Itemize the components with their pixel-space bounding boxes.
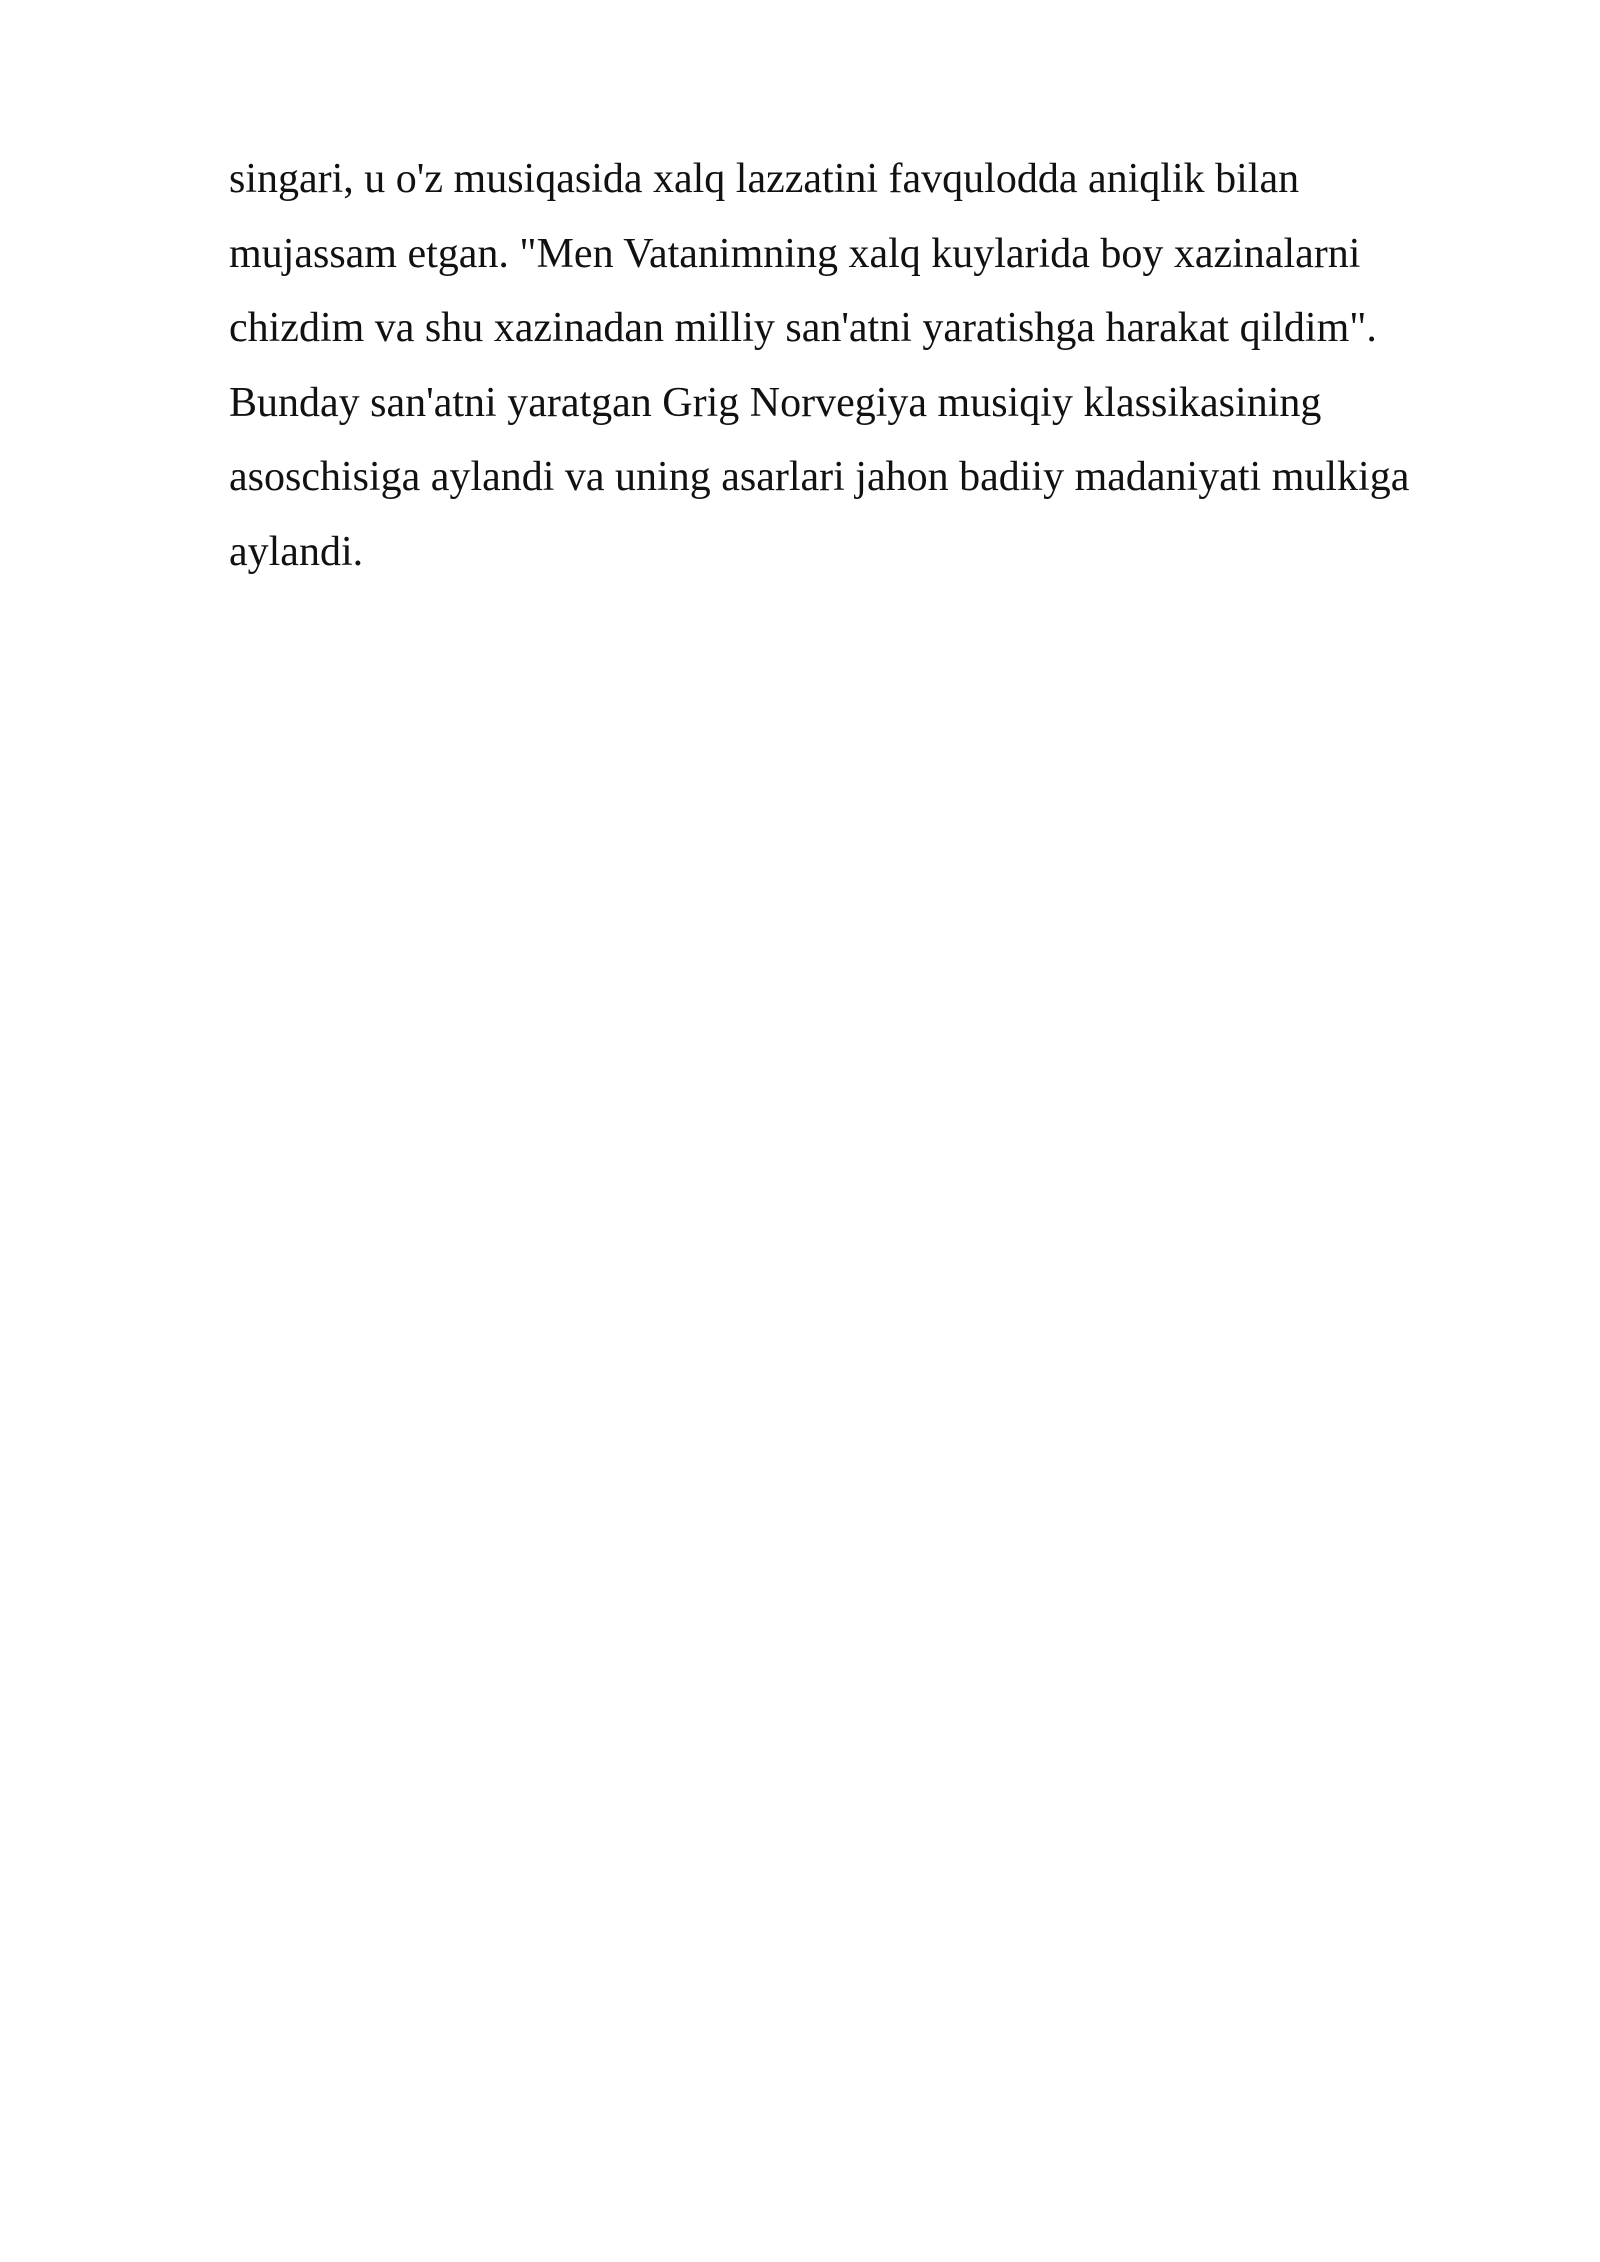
paragraph-line-5: asoschisiga aylandi va uning asarlari jahon badiiy madaniyati mulkiga xyxy=(229,454,1410,500)
paragraph-line-6: aylandi. xyxy=(229,528,364,575)
body-paragraph xyxy=(229,148,1489,595)
paragraph-line-3: chizdim va shu xazinadan milliy san'atni yaratishga harakat qildim". xyxy=(229,305,1377,351)
paragraph-line-4: Bunday san'atni yaratgan Grig Norvegiya musiqiy klassikasining xyxy=(229,379,1322,426)
paragraph-line-2: mujassam etgan. "Men Vatanimning xalq kuylarida boy xazinalarni xyxy=(229,230,1361,277)
paragraph-line-1: singari, u o'z musiqasida xalq lazzatini favqulodda aniqlik bilan xyxy=(229,156,1300,202)
